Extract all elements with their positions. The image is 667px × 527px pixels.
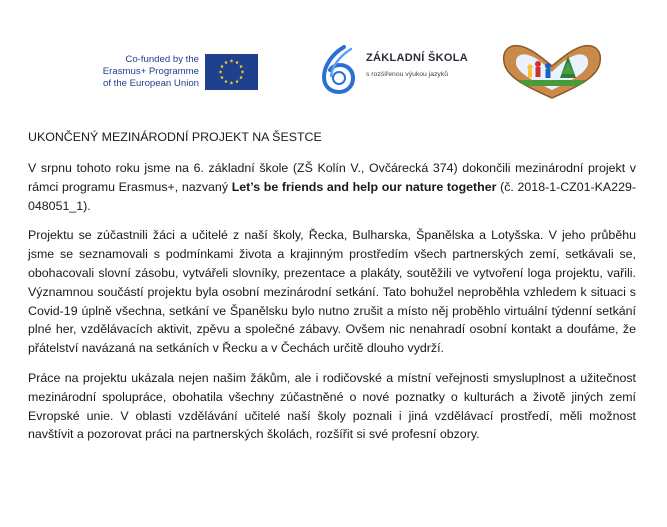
paragraph-2: Projektu se zúčastnili žáci a učitelé z naší školy, Řecka, Bulharska, Španělska a Lotyšska. V jeho průběhu jsme se seznamovali s podmínkami života a krajinným prostředím všech partnerských zemí, setkávali se, obohacovali slovní zásobu, vytvářeli slovníky, prezentace a plakáty, soutěžili ve vytvoření loga projektu, vařili. Významnou součástí projektu byla osobní mezinárodní setkání. Tato bohužel neproběhla vzhledem k situaci s Covid-19 úplně všechna, setkání ve Španělsku bylo nutno zrušit a místo něj proběhlo virtuální týdenní setkání plné her, vzdělávacích aktivit, zpěvu a společné zábavy. Ovšem nic nenahradí osobní kontakt a doufáme, že přátelství navázaná na setkáních v Řecku a v Čechách určitě dlouho vydrží. — [28, 228, 636, 356]
paragraph-3: Práce na projektu ukázala nejen našim žákům, ale i rodičovské a místní veřejnosti smysluplnost a užitečnost mezinárodní spolupráce, obohatila všechny zúčastněné o nové poznatky o kulturách a životě jiných zemí Evropské unie. V oblasti vzdělávání učitelé naší školy poznali i jiná vzdělávací prostředí, měli možnost navštívit a pozorovat práci na partnerských školách, rozšířit si své profesní obzory. — [28, 370, 636, 442]
paragraph-1-end: (č. 2018-1-CZ01-KA229-048051_1). — [28, 179, 636, 213]
paragraph-1-start: V srpnu tohoto roku jsme na 6. základní škole (ZŠ Kolín V., Ovčárecká 374) dokončili mezinárodní projekt v rámci programu Erasmus+, nazvaný — [28, 161, 636, 194]
article — [28, 128, 636, 455]
article-title: UKONČENÝ MEZINÁRODNÍ PROJEKT NA ŠESTCE — [28, 130, 322, 144]
school-logo — [318, 44, 478, 94]
six-logo-icon — [318, 44, 362, 94]
school-name: ZÁKLADNÍ ŠKOLA — [366, 52, 468, 64]
school-subtitle: s rozšířenou výukou jazyků — [366, 71, 448, 78]
eu-flag-icon — [205, 54, 258, 90]
paragraph-1 — [28, 159, 636, 215]
erasmus-line-1: Co-funded by the — [125, 54, 199, 65]
hands-nature-logo-icon — [500, 40, 604, 102]
erasmus-line-3: of the European Union — [102, 78, 199, 89]
erasmus-caption — [81, 54, 199, 90]
logo-bar — [0, 0, 667, 110]
erasmus-line-2: Erasmus+ Programme — [102, 66, 199, 77]
project-name: Let’s be friends and help our nature together — [231, 179, 497, 194]
